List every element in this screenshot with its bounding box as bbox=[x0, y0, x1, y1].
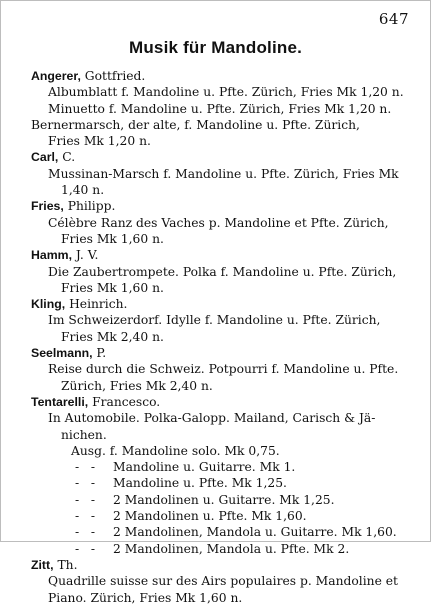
edition-line bbox=[31, 541, 407, 557]
work-line: Mussinan-Marsch f. Mandoline u. Pfte. Zürich, Fries Mk bbox=[48, 166, 399, 181]
composer-given-name: Heinrich. bbox=[65, 297, 128, 312]
edition-line bbox=[31, 508, 407, 524]
composer-name: Carl, bbox=[31, 150, 59, 165]
composer-heading bbox=[31, 394, 407, 410]
ditto-marks: - - bbox=[75, 492, 96, 507]
edition-line bbox=[31, 459, 407, 475]
edition-text: 2 Mandolinen u. Pfte. Mk 1,60. bbox=[113, 509, 307, 524]
composer-given-name: J. V. bbox=[72, 248, 99, 263]
composer-name: Seelmann, bbox=[31, 346, 93, 361]
work-line: Ausg. f. Mandoline solo. Mk 0,75. bbox=[71, 443, 280, 458]
work-line: Minuetto f. Mandoline u. Pfte. Zürich, Fries Mk 1,20 n. bbox=[48, 101, 392, 116]
ditto-marks: - - bbox=[75, 476, 96, 491]
work-line: Die Zaubertrompete. Polka f. Mandoline u. Pfte. Zürich, bbox=[48, 264, 397, 279]
composer-heading bbox=[31, 149, 407, 165]
composer-heading bbox=[31, 345, 407, 361]
ditto-marks: - - bbox=[75, 509, 96, 524]
edition-line bbox=[31, 524, 407, 540]
work-line: Fries Mk 1,20 n. bbox=[48, 134, 151, 149]
work-line: Im Schweizerdorf. Idylle f. Mandoline u. Pfte. Zürich, bbox=[48, 313, 381, 328]
edition-text: 2 Mandolinen, Mandola u. Guitarre. Mk 1,60. bbox=[113, 525, 397, 540]
work-line: Quadrille suisse sur des Airs populaires p. Mandoline et bbox=[48, 574, 398, 589]
edition-line bbox=[31, 475, 407, 491]
page-number: 647 bbox=[378, 10, 409, 28]
edition-text: Mandoline u. Pfte. Mk 1,25. bbox=[113, 476, 287, 491]
composer-heading bbox=[31, 557, 407, 573]
page-title: Musik für Mandoline. bbox=[128, 38, 303, 57]
work-line: Reise durch die Schweiz. Potpourri f. Mandoline u. Pfte. bbox=[48, 362, 399, 377]
composer-given-name: Francesco. bbox=[88, 394, 161, 409]
composer-heading bbox=[31, 247, 407, 263]
ditto-marks: - - bbox=[75, 541, 96, 556]
work-line: Fries Mk 1,60 n. bbox=[61, 231, 164, 246]
ditto-marks: - - bbox=[75, 525, 96, 540]
edition-text: Mandoline u. Guitarre. Mk 1. bbox=[113, 460, 296, 475]
work-line: Fries Mk 1,60 n. bbox=[61, 280, 164, 295]
work-line: Piano. Zürich, Fries Mk 1,60 n. bbox=[48, 590, 243, 605]
composer-given-name: Philipp. bbox=[63, 199, 116, 214]
composer-name: Hamm, bbox=[31, 248, 73, 263]
composer-name: Zitt, bbox=[31, 557, 54, 572]
composer-heading bbox=[31, 68, 407, 84]
work-line: Albumblatt f. Mandoline u. Pfte. Zürich, Fries Mk 1,20 n. bbox=[48, 85, 404, 100]
composer-given-name: P. bbox=[92, 346, 107, 361]
work-line: nichen. bbox=[61, 427, 107, 442]
composer-given-name: Th. bbox=[53, 557, 78, 572]
composer-heading bbox=[31, 296, 407, 312]
work-line: Zürich, Fries Mk 2,40 n. bbox=[61, 378, 213, 393]
work-line: 1,40 n. bbox=[61, 183, 105, 198]
composer-heading bbox=[31, 198, 407, 214]
composer-given-name: Gottfried. bbox=[80, 69, 146, 83]
composer-name: Tentarelli, bbox=[31, 394, 89, 409]
catalog-entries bbox=[31, 68, 407, 606]
work-line: Bernermarsch, der alte, f. Mandoline u. Pfte. Zürich, bbox=[31, 117, 360, 132]
work-line: Fries Mk 2,40 n. bbox=[61, 329, 164, 344]
edition-text: 2 Mandolinen u. Guitarre. Mk 1,25. bbox=[113, 492, 335, 507]
composer-name: Fries, bbox=[31, 199, 64, 214]
composer-name: Angerer, bbox=[31, 69, 81, 83]
ditto-marks: - - bbox=[75, 460, 96, 475]
edition-line bbox=[31, 492, 407, 508]
edition-text: 2 Mandolinen, Mandola u. Pfte. Mk 2. bbox=[113, 541, 350, 556]
composer-name: Kling, bbox=[31, 297, 66, 312]
work-line: In Automobile. Polka-Galopp. Mailand, Carisch & Jä- bbox=[48, 411, 376, 426]
work-line: Célèbre Ranz des Vaches p. Mandoline et Pfte. Zürich, bbox=[48, 215, 389, 230]
composer-given-name: C. bbox=[58, 150, 76, 165]
